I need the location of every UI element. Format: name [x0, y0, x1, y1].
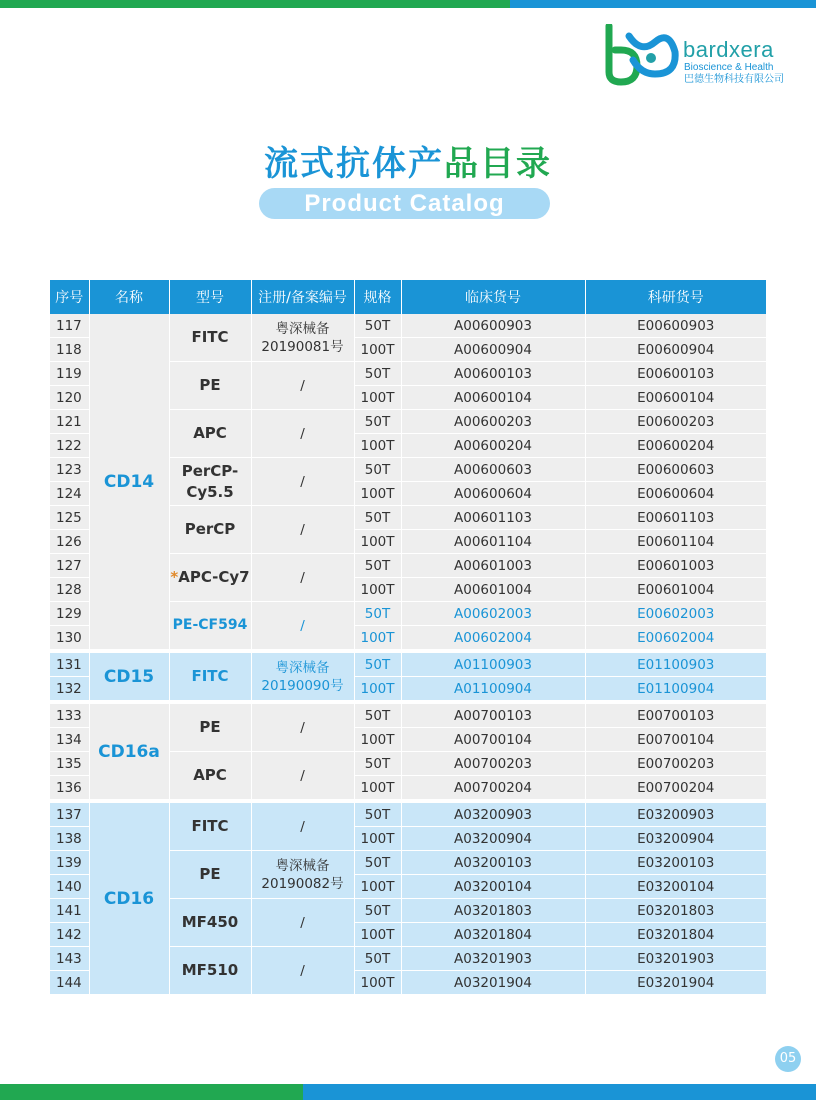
registration-text: 粤深械备 [275, 659, 330, 676]
model-label: FITC [191, 328, 229, 346]
clinical-code-cell: A00600203 [401, 410, 585, 434]
model-cell [169, 458, 251, 506]
research-code-cell: E03200904 [585, 827, 766, 851]
model-label: PerCP- [181, 461, 239, 480]
seq-cell: 127 [50, 554, 89, 578]
seq-cell: 141 [50, 899, 89, 923]
model-cell [169, 704, 251, 752]
spec-cell: 50T [354, 947, 401, 971]
model-cell [169, 899, 251, 947]
research-code-cell: E00600604 [585, 482, 766, 506]
spec-cell: 50T [354, 410, 401, 434]
registration-text: 粤深械备 [275, 320, 330, 337]
seq-cell: 143 [50, 947, 89, 971]
bottom-blue-bar [303, 1084, 816, 1100]
spec-cell: 100T [354, 677, 401, 701]
registration-text: / [300, 425, 305, 442]
spec-cell: 50T [354, 314, 401, 338]
clinical-code-cell: A03201903 [401, 947, 585, 971]
model-label: MF450 [181, 913, 239, 931]
model-cell [169, 506, 251, 554]
registration-text: / [300, 914, 305, 931]
registration-text: / [300, 377, 305, 394]
research-code-cell: E00601003 [585, 554, 766, 578]
registration-cell [251, 602, 354, 650]
clinical-code-cell: A00700103 [401, 704, 585, 728]
registration-cell [251, 851, 354, 899]
logo-subtitle: Bioscience & Health [684, 62, 774, 73]
research-code-cell: E03200903 [585, 803, 766, 827]
spec-cell: 50T [354, 362, 401, 386]
clinical-code-cell: A00700203 [401, 752, 585, 776]
spec-cell: 100T [354, 386, 401, 410]
seq-cell: 137 [50, 803, 89, 827]
model-cell [169, 752, 251, 800]
registration-cell [251, 653, 354, 701]
clinical-code-cell: A00601103 [401, 506, 585, 530]
seq-cell: 131 [50, 653, 89, 677]
research-code-cell: E00602004 [585, 626, 766, 650]
research-code-cell: E00601004 [585, 578, 766, 602]
table-header-row [50, 280, 766, 314]
seq-cell: 118 [50, 338, 89, 362]
spec-cell: 100T [354, 923, 401, 947]
registration-text: 20190082号 [261, 875, 344, 892]
spec-cell: 100T [354, 626, 401, 650]
seq-cell: 139 [50, 851, 89, 875]
title-part-blue: 流式抗体产 [264, 144, 444, 184]
table-body [50, 314, 766, 995]
registration-cell [251, 752, 354, 800]
clinical-code-cell: A00600104 [401, 386, 585, 410]
title-part-green: 品目录 [444, 144, 552, 184]
registration-cell [251, 314, 354, 362]
spec-cell: 100T [354, 971, 401, 995]
research-code-cell: E00700204 [585, 776, 766, 800]
table-row [50, 704, 766, 728]
spec-cell: 50T [354, 653, 401, 677]
antigen-name-cell: CD16 [89, 803, 169, 995]
clinical-code-cell: A00601004 [401, 578, 585, 602]
column-header: 序号 [50, 280, 89, 314]
clinical-code-cell: A00600904 [401, 338, 585, 362]
model-cell [169, 803, 251, 851]
column-header: 科研货号 [585, 280, 766, 314]
model-label: APC-Cy7 [178, 568, 250, 586]
spec-cell: 50T [354, 602, 401, 626]
table-row [50, 803, 766, 827]
antigen-name-cell: CD15 [89, 653, 169, 701]
research-code-cell: E00700103 [585, 704, 766, 728]
seq-cell: 134 [50, 728, 89, 752]
seq-cell: 142 [50, 923, 89, 947]
clinical-code-cell: A00600903 [401, 314, 585, 338]
research-code-cell: E03200103 [585, 851, 766, 875]
research-code-cell: E00700104 [585, 728, 766, 752]
research-code-cell: E00600903 [585, 314, 766, 338]
seq-cell: 144 [50, 971, 89, 995]
model-cell [169, 362, 251, 410]
seq-cell: 117 [50, 314, 89, 338]
clinical-code-cell: A00601104 [401, 530, 585, 554]
spec-cell: 100T [354, 776, 401, 800]
spec-cell: 100T [354, 827, 401, 851]
research-code-cell: E00601104 [585, 530, 766, 554]
seq-cell: 125 [50, 506, 89, 530]
research-code-cell: E03200104 [585, 875, 766, 899]
spec-cell: 100T [354, 530, 401, 554]
clinical-code-cell: A00600103 [401, 362, 585, 386]
spec-cell: 50T [354, 458, 401, 482]
top-blue-bar [510, 0, 816, 8]
model-label: PerCP [184, 520, 236, 538]
page-number: 05 [775, 1046, 801, 1072]
clinical-code-cell: A03201803 [401, 899, 585, 923]
seq-cell: 129 [50, 602, 89, 626]
seq-cell: 121 [50, 410, 89, 434]
seq-cell: 140 [50, 875, 89, 899]
model-label: FITC [191, 817, 229, 835]
column-header: 名称 [89, 280, 169, 314]
seq-cell: 123 [50, 458, 89, 482]
clinical-code-cell: A03201904 [401, 971, 585, 995]
registration-cell [251, 362, 354, 410]
model-label: PE [199, 865, 221, 883]
clinical-code-cell: A00600204 [401, 434, 585, 458]
registration-cell [251, 506, 354, 554]
model-label: APC [193, 424, 227, 442]
table-row [50, 653, 766, 677]
seq-cell: 130 [50, 626, 89, 650]
clinical-code-cell: A01100903 [401, 653, 585, 677]
column-header: 注册/备案编号 [251, 280, 354, 314]
research-code-cell: E01100904 [585, 677, 766, 701]
clinical-code-cell: A00601003 [401, 554, 585, 578]
antigen-name-cell: CD14 [89, 314, 169, 650]
bottom-green-bar [0, 1084, 303, 1100]
model-cell [169, 602, 251, 650]
registration-text: / [300, 962, 305, 979]
clinical-code-cell: A03201804 [401, 923, 585, 947]
seq-cell: 138 [50, 827, 89, 851]
catalog-subtitle-pill: Product Catalog [259, 188, 550, 219]
registration-text: / [300, 521, 305, 538]
model-cell [169, 653, 251, 701]
seq-cell: 120 [50, 386, 89, 410]
seq-cell: 119 [50, 362, 89, 386]
column-header: 型号 [169, 280, 251, 314]
research-code-cell: E00601103 [585, 506, 766, 530]
spec-cell: 100T [354, 434, 401, 458]
registration-text: / [300, 767, 305, 784]
seq-cell: 132 [50, 677, 89, 701]
research-code-cell: E00600904 [585, 338, 766, 362]
research-code-cell: E03201804 [585, 923, 766, 947]
clinical-code-cell: A00600604 [401, 482, 585, 506]
research-code-cell: E00700203 [585, 752, 766, 776]
seq-cell: 133 [50, 704, 89, 728]
clinical-code-cell: A03200103 [401, 851, 585, 875]
company-logo [603, 24, 793, 88]
research-code-cell: E03201803 [585, 899, 766, 923]
research-code-cell: E00600204 [585, 434, 766, 458]
research-code-cell: E00600103 [585, 362, 766, 386]
spec-cell: 50T [354, 851, 401, 875]
registration-cell [251, 704, 354, 752]
registration-text: 粤深械备 [275, 857, 330, 874]
registration-text: 20190090号 [261, 677, 344, 694]
spec-cell: 100T [354, 578, 401, 602]
model-label: PE-CF594 [172, 617, 248, 633]
model-cell [169, 554, 251, 602]
model-label: PE [199, 718, 221, 736]
bardxera-logo-icon [603, 24, 681, 88]
spec-cell: 100T [354, 728, 401, 752]
registration-cell [251, 554, 354, 602]
research-code-cell: E00600104 [585, 386, 766, 410]
research-code-cell: E00600203 [585, 410, 766, 434]
clinical-code-cell: A03200904 [401, 827, 585, 851]
registration-cell [251, 899, 354, 947]
model-label: Cy5.5 [186, 482, 234, 501]
registration-cell [251, 947, 354, 995]
seq-cell: 124 [50, 482, 89, 506]
seq-cell: 136 [50, 776, 89, 800]
registration-cell [251, 458, 354, 506]
research-code-cell: E03201904 [585, 971, 766, 995]
spec-cell: 50T [354, 803, 401, 827]
clinical-code-cell: A00602003 [401, 602, 585, 626]
seq-cell: 128 [50, 578, 89, 602]
registration-cell [251, 410, 354, 458]
model-cell [169, 410, 251, 458]
spec-cell: 50T [354, 506, 401, 530]
column-header: 临床货号 [401, 280, 585, 314]
research-code-cell: E00602003 [585, 602, 766, 626]
spec-cell: 100T [354, 875, 401, 899]
spec-cell: 100T [354, 482, 401, 506]
registration-text: / [300, 719, 305, 736]
model-cell [169, 314, 251, 362]
star-icon: * [170, 568, 179, 586]
seq-cell: 135 [50, 752, 89, 776]
model-cell [169, 851, 251, 899]
spec-cell: 100T [354, 338, 401, 362]
research-code-cell: E03201903 [585, 947, 766, 971]
model-label: PE [199, 376, 221, 394]
logo-company-cn: 巴德生物科技有限公司 [684, 74, 784, 85]
top-green-bar [0, 0, 510, 8]
clinical-code-cell: A00700204 [401, 776, 585, 800]
column-header: 规格 [354, 280, 401, 314]
clinical-code-cell: A00700104 [401, 728, 585, 752]
registration-text: / [300, 818, 305, 835]
spec-cell: 50T [354, 704, 401, 728]
registration-text: / [300, 569, 305, 586]
seq-cell: 126 [50, 530, 89, 554]
seq-cell: 122 [50, 434, 89, 458]
antigen-name-cell: CD16a [89, 704, 169, 800]
registration-text: 20190081号 [261, 338, 344, 355]
logo-brand-text: bardxera [683, 37, 774, 62]
registration-cell [251, 803, 354, 851]
model-cell [169, 947, 251, 995]
spec-cell: 50T [354, 752, 401, 776]
table-row [50, 314, 766, 338]
clinical-code-cell: A01100904 [401, 677, 585, 701]
model-label: APC [193, 766, 227, 784]
spec-cell: 50T [354, 554, 401, 578]
model-label: MF510 [181, 961, 239, 979]
clinical-code-cell: A03200104 [401, 875, 585, 899]
page-title [0, 136, 816, 185]
model-label: FITC [191, 667, 229, 685]
research-code-cell: E01100903 [585, 653, 766, 677]
clinical-code-cell: A00600603 [401, 458, 585, 482]
registration-text: / [300, 617, 305, 634]
spec-cell: 50T [354, 899, 401, 923]
registration-text: / [300, 473, 305, 490]
clinical-code-cell: A00602004 [401, 626, 585, 650]
clinical-code-cell: A03200903 [401, 803, 585, 827]
product-table [50, 280, 766, 995]
research-code-cell: E00600603 [585, 458, 766, 482]
